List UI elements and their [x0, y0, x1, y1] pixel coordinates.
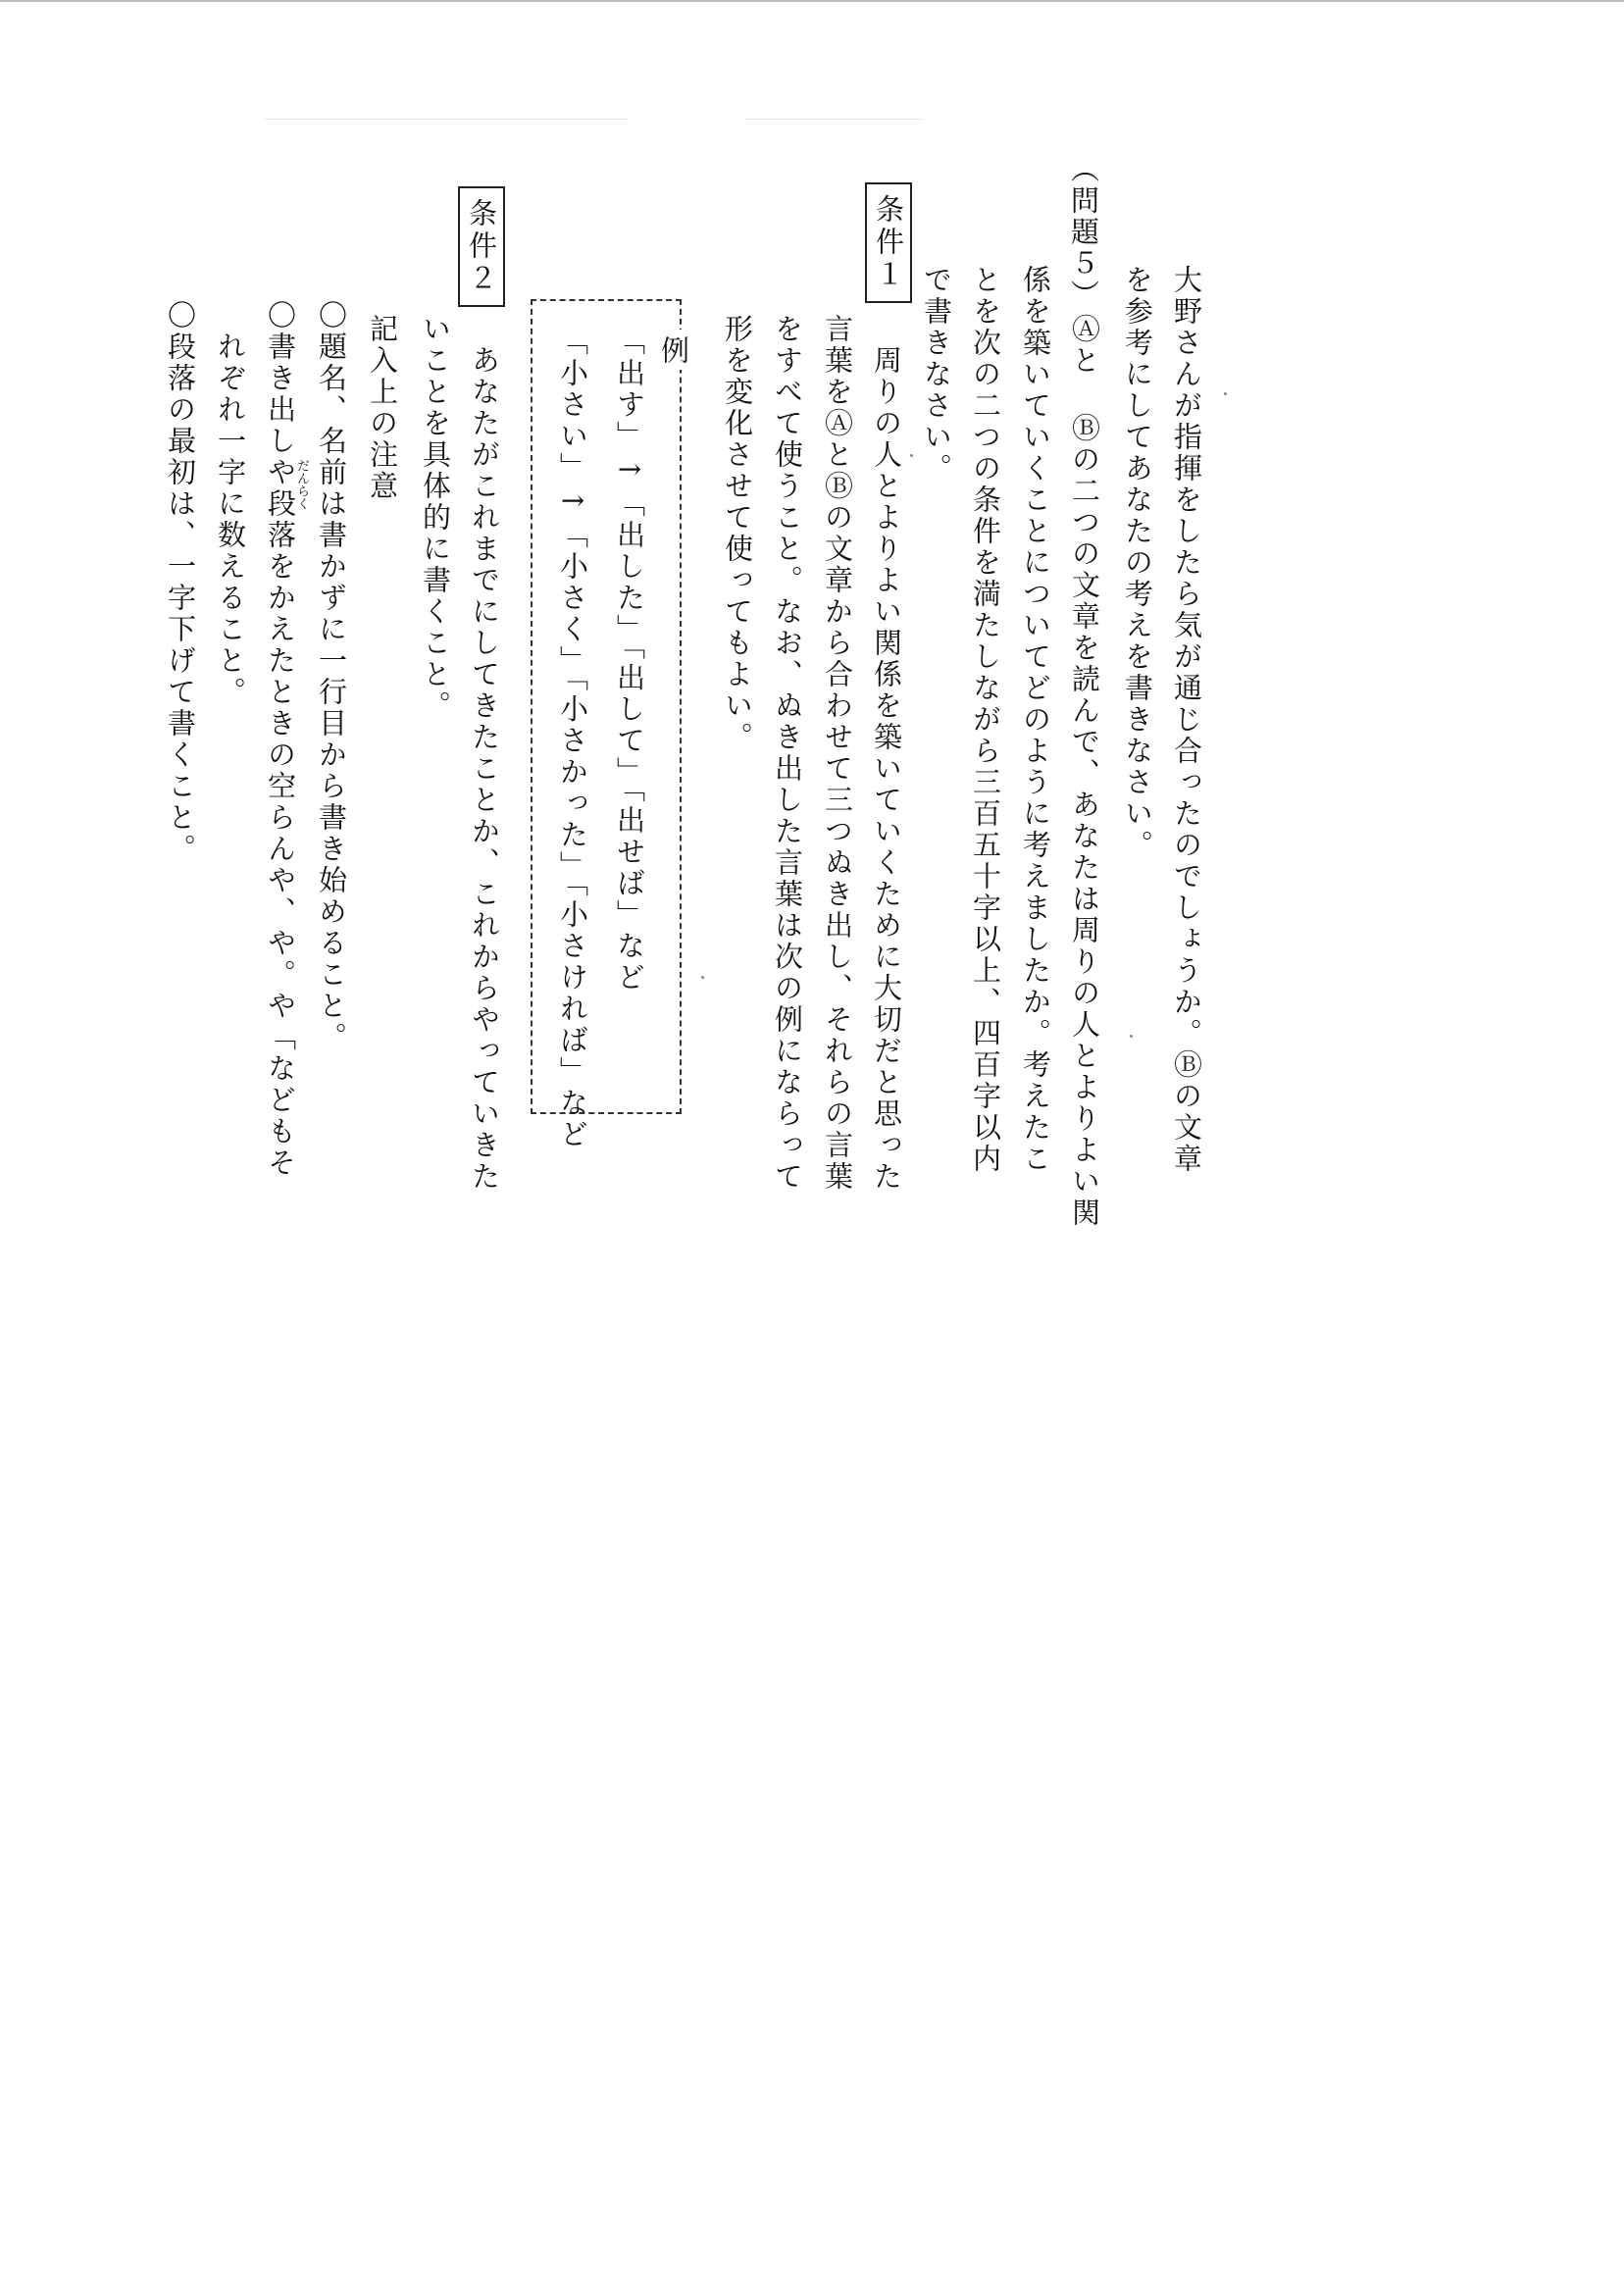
scan-speck: [1130, 1035, 1133, 1038]
text-line: で書きなさい。: [920, 265, 953, 484]
text-line: とを次の二つの条件を満たしながら三百五十字以上、四百字以内: [969, 265, 1002, 1175]
example-line: 「出す」→「出した」「出して」「出せば」など: [613, 327, 646, 994]
text-line: 大野さんが指揮をしたら気が通じ合ったのでしょうか。Ⓑの文章: [1170, 265, 1203, 1175]
text-line: 周りの人とよりよい関係を築いていくために大切だと思った: [870, 314, 903, 1193]
text-line: あなたがこれまでにしてきたことか、これからやっていきた: [468, 314, 501, 1193]
text-line: をすべて使うこと。なお、ぬき出した言葉は次の例にならって: [771, 314, 804, 1193]
note-item: 〇題名、名前は書かずに一行目から書き始めること。: [315, 300, 348, 1053]
text-line: 言葉をⒶとⒷの文章から合わせて三つぬき出し、それらの言葉: [821, 314, 854, 1193]
scan-speck: [701, 976, 704, 979]
example-label: 例: [654, 330, 693, 370]
page-top-edge: [0, 0, 1624, 2]
faint-rule: [745, 119, 922, 120]
example-line: 「小さい」→「小さく」「小さかった」「小さければ」など: [556, 327, 589, 1150]
note-item-continuation: れぞれ一字に数えること。: [214, 300, 247, 708]
scan-speck: [1224, 392, 1227, 395]
notes-heading: 記入上の注意: [366, 314, 399, 502]
condition-2-label: 条件２: [458, 186, 505, 307]
text-line: 係を築いていくことについてどのように考えましたか。考えたこ: [1019, 265, 1052, 1175]
text-line: を参考にしてあなたの考えを書きなさい。: [1121, 265, 1154, 861]
condition-1-label: 条件１: [865, 182, 912, 303]
faint-rule: [265, 119, 628, 120]
ruby-danraku: だんらく: [294, 459, 309, 510]
text-line: Ⓐと Ⓑの二つの文章を読んで、あなたは周りの人とよりよい関: [1068, 314, 1101, 1229]
question-number: （問題５）: [1067, 154, 1100, 311]
note-item: 〇書き出しや段落をかえたときの空らんや、や。や「などもそ: [264, 300, 297, 1179]
scan-speck: [910, 454, 913, 457]
text-line: いことを具体的に書くこと。: [419, 314, 452, 722]
text-line: 形を変化させて使ってもよい。: [721, 314, 754, 753]
note-item: 〇段落の最初は、一字下げて書くこと。: [164, 300, 197, 865]
